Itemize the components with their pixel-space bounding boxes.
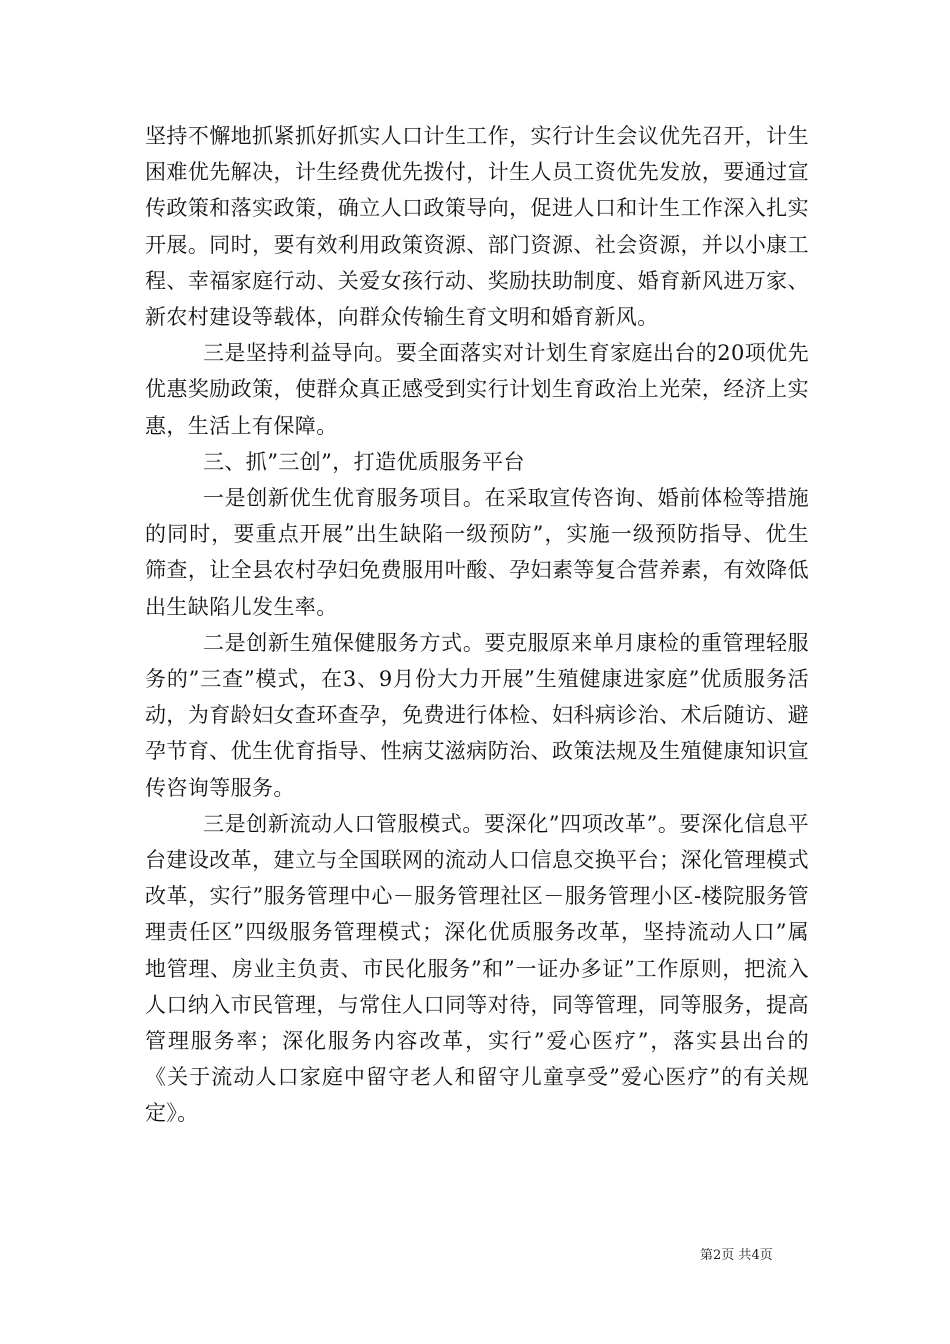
document-body [145,118,809,1132]
paragraph-prenatal-services: 一是创新优生优育服务项目。在采取宣传咨询、婚前体检等措施的同时，要重点开展”出生缺陷一级预防”，实施一级预防指导、优生筛查，让全县农村孕妇免费服用叶酸、孕妇素等复合营养素，有效降低出生缺陷儿发生率。 [145,486,809,619]
page-prefix: 第 [700,1248,714,1263]
paragraph-policy-continuation: 坚持不懈地抓紧抓好抓实人口计生工作，实行计生会议优先召开，计生困难优先解决，计生经费优先拨付，计生人员工资优先发放，要通过宣传政策和落实政策，确立人口政策导向，促进人口和计生工作深入扎实开展。同时，要有效利用政策资源、部门资源、社会资源，并以小康工程、幸福家庭行动、关爱女孩行动、奖励扶助制度、婚育新风进万家、新农村建设等载体，向群众传输生育文明和婚育新风。 [145,124,809,330]
paragraph-floating-population: 三是创新流动人口管服模式。要深化”四项改革”。要深化信息平台建设改革，建立与全国联网的流动人口信息交换平台；深化管理模式改革，实行”服务管理中心－服务管理社区－服务管理小区-楼院服务管理责任区”四级服务管理模式；深化优质服务改革，坚持流动人口”属地管理、房业主负责、市民化服务”和”一证办多证”工作原则，把流入人口纳入市民管理，与常住人口同等对待，同等管理，同等服务，提高管理服务率；深化服务内容改革，实行”爱心医疗”，落实县出台的《关于流动人口家庭中留守老人和留守儿童享受”爱心医疗”的有关规定》。 [145,811,809,1126]
current-page-number: 2 [713,1248,722,1263]
page-middle-text: 页 共 [721,1248,752,1263]
paragraph-reproductive-health: 二是创新生殖保健服务方式。要克服原来单月康检的重管理轻服务的”三查”模式，在3、9月份大力开展”生殖健康进家庭”优质服务活动，为育龄妇女查环查孕，免费进行体检、妇科病诊治、术后随访、避孕节育、优生优育指导、性病艾滋病防治、政策法规及生殖健康知识宣传咨询等服务。 [145,630,809,800]
total-pages-number: 4 [751,1248,760,1263]
section-heading-three-innovations: 三、抓”三创”，打造优质服务平台 [203,449,525,474]
paragraph-interest-orientation: 三是坚持利益导向。要全面落实对计划生育家庭出台的20项优先优惠奖励政策，使群众真正感受到实行计划生育政治上光荣，经济上实惠，生活上有保障。 [145,341,809,438]
page-suffix: 页 [759,1248,773,1263]
page-number-footer [700,1247,810,1265]
